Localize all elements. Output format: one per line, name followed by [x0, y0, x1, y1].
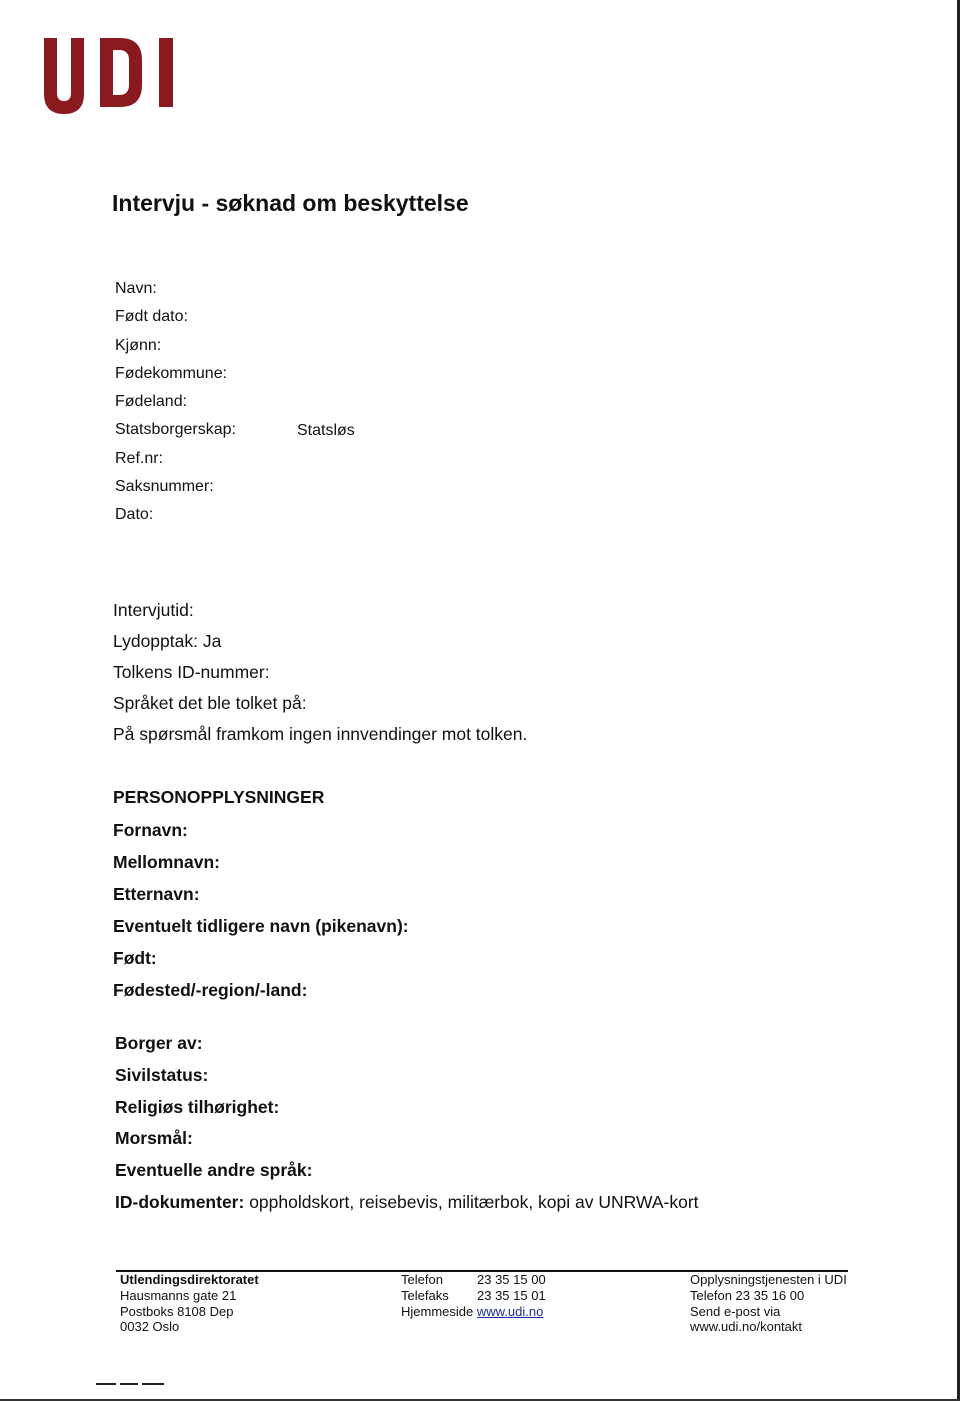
footer-po-box: Postboks 8108 Dep: [120, 1303, 234, 1319]
interview-details: [113, 599, 527, 754]
personal-fields-group-2: [115, 1032, 699, 1223]
footer-contact: [401, 1272, 546, 1319]
field-id-documents: [115, 1191, 699, 1223]
footer-fax-value: 23 35 15 01: [477, 1287, 546, 1303]
footer-fax-label: Telefaks: [401, 1287, 449, 1303]
document-title: Intervju - søknad om beskyttelse: [112, 190, 469, 216]
footer-website-link[interactable]: www.udi.no: [476, 1303, 544, 1319]
field-previous-name: Eventuelt tidligere navn (pikenavn):: [113, 916, 409, 936]
meta-label: Saksnummer:: [115, 478, 214, 496]
footer-org-name: Utlendingsdirektoratet: [120, 1272, 259, 1287]
footer-info-url: www.udi.no/kontakt: [690, 1319, 803, 1335]
field-religion: Religiøs tilhørighet:: [115, 1096, 280, 1117]
meta-row-birth-municipality: [115, 364, 236, 392]
meta-label: Kjønn:: [115, 336, 162, 354]
meta-label: Født dato:: [115, 308, 188, 326]
field-born: Født:: [113, 948, 157, 968]
field-middle-name: Mellomnavn:: [113, 852, 220, 872]
interview-line: På spørsmål framkom ingen innvendinger mot tolken.: [113, 724, 528, 744]
id-documents-value: oppholdskort, reisebevis, militærbok, kopi av UNRWA-kort: [249, 1191, 699, 1212]
meta-row-name: [115, 279, 236, 307]
field-first-name: Fornavn:: [113, 820, 188, 840]
field-citizen-of: Borger av:: [115, 1033, 203, 1053]
footer-phone-value: 23 35 15 00: [477, 1272, 546, 1287]
footer-phone: [401, 1272, 546, 1288]
meta-row-gender: [115, 336, 236, 364]
section-heading: PERSONOPPLYSNINGER: [113, 787, 325, 807]
meta-row-birthdate: [115, 307, 236, 335]
field-other-languages: Eventuelle andre språk:: [115, 1160, 313, 1181]
ink-mark: [96, 1382, 164, 1386]
field-marital-status: Sivilstatus:: [115, 1064, 209, 1085]
field-mother-tongue: Morsmål:: [115, 1128, 193, 1149]
footer-info-phone: Telefon 23 35 16 00: [690, 1287, 805, 1303]
meta-row-ref: [115, 449, 236, 477]
footer-website: [401, 1304, 546, 1320]
footer-info-email: Send e-post via: [690, 1303, 781, 1319]
footer-postcode: 0032 Oslo: [120, 1319, 180, 1335]
meta-row-case-number: [115, 477, 236, 505]
footer-phone-label: Telefon: [401, 1272, 443, 1287]
meta-label: Navn:: [115, 280, 157, 297]
personal-fields-group-1: [113, 819, 409, 1011]
id-documents-label: ID-dokumenter:: [115, 1191, 245, 1212]
footer-info-title: Opplysningstjenesten i UDI: [690, 1272, 847, 1287]
interview-line: Intervjutid:: [113, 600, 194, 620]
meta-row-date: [115, 505, 236, 533]
case-metadata: [115, 279, 355, 534]
meta-label: Fødekommune:: [115, 364, 228, 382]
interview-line: Lydopptak: Ja: [113, 631, 222, 651]
footer-street: Hausmanns gate 21: [120, 1287, 237, 1303]
field-last-name: Etternavn:: [113, 884, 200, 904]
meta-row-citizenship: [115, 420, 355, 448]
interview-line: Tolkens ID-nummer:: [113, 662, 270, 682]
field-birthplace: Fødested/-region/-land:: [113, 980, 308, 1000]
meta-label: Dato:: [115, 506, 154, 524]
meta-label: Statsborgerskap:: [115, 421, 236, 439]
footer-website-label: Hjemmeside: [401, 1303, 474, 1319]
meta-row-birth-country: [115, 392, 236, 420]
meta-label: Fødeland:: [115, 393, 188, 411]
footer-fax: [401, 1288, 546, 1304]
udi-logo: [40, 30, 190, 115]
meta-value: Statsløs: [297, 422, 355, 440]
footer-info-service: [690, 1272, 847, 1335]
interview-line: Språket det ble tolket på:: [113, 693, 307, 713]
footer-address: [120, 1272, 259, 1335]
meta-label: Ref.nr:: [115, 449, 164, 467]
